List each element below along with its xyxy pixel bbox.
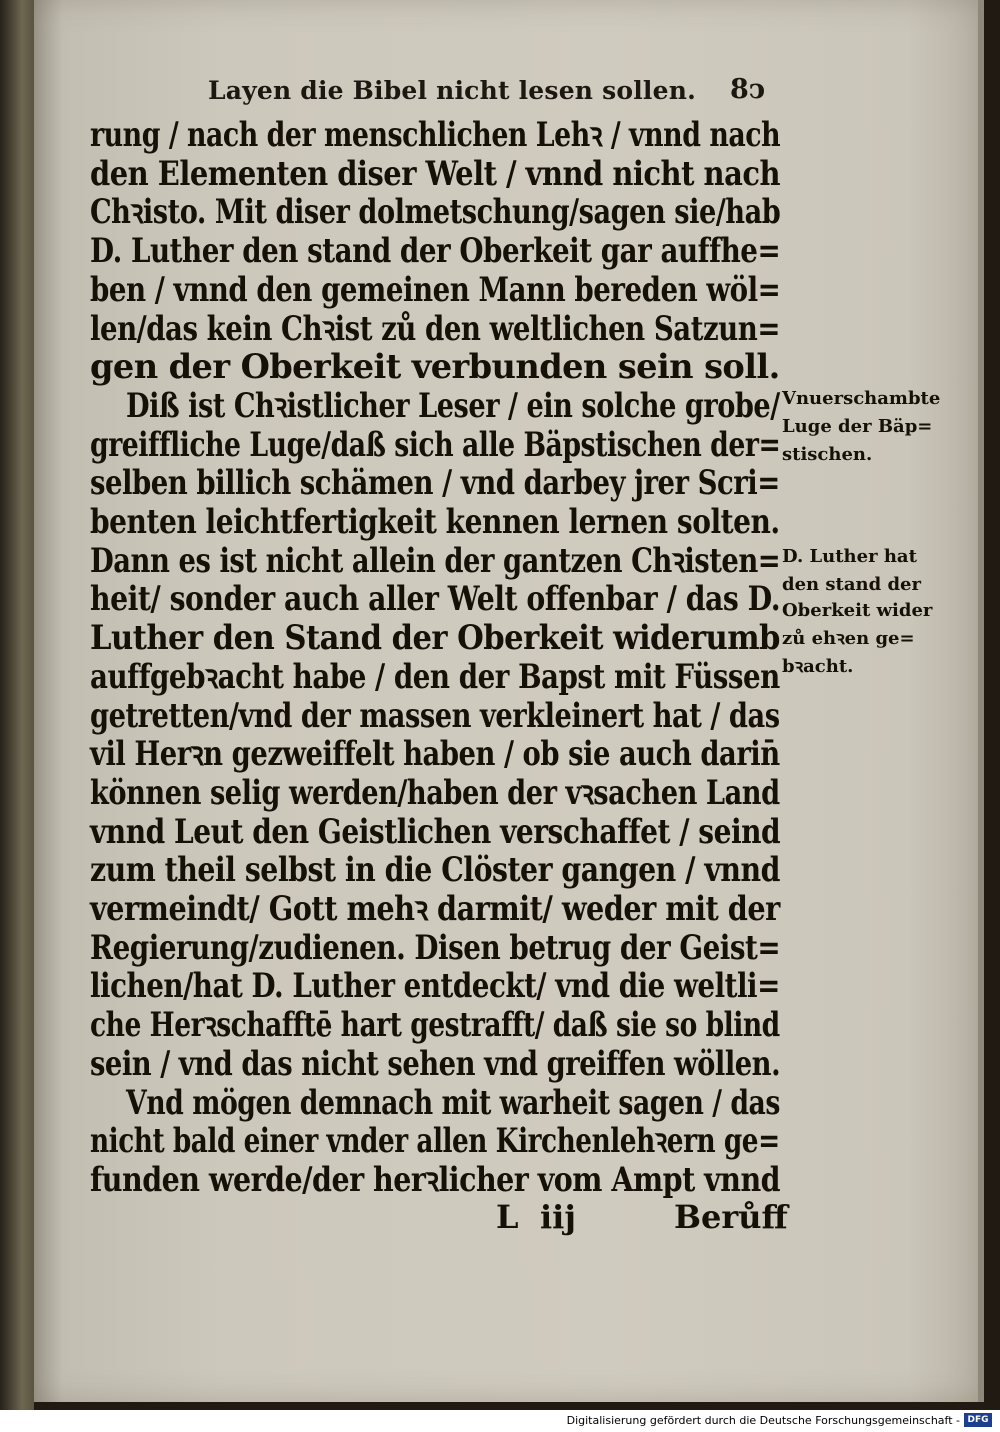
text-line: che Herꝛschafftē hart gestrafft/ daß sie so blind [90,1005,780,1046]
text-line: gen der Oberkeit verbunden sein soll. [90,347,780,388]
text-line: D. Luther den stand der Oberkeit gar auffhe= [90,231,781,272]
footer-bar [0,1410,1000,1432]
book-binding [0,0,34,1410]
marginal-note-1-line: Luge der Bäp= [782,416,933,437]
signature-number: iij [540,1198,576,1236]
text-line: vnnd Leut den Geistlichen verschaffet / seind [90,811,781,852]
dfg-logo: DFG [964,1413,992,1427]
text-line: ben / vnnd den gemeinen Mann bereden wöl= [90,269,781,310]
text-line: können selig werden/haben der vꝛsachen Land [90,772,780,813]
text-line: len/das kein Chꝛist zů den weltlichen Satzun= [90,308,780,349]
text-line: getretten/vnd der massen verkleinert hat / das [90,695,780,736]
text-line: greiffliche Luge/daß sich alle Bäpstischen der= [90,424,781,465]
text-line: selben billich schämen / vnd darbey jrer Scri= [90,463,780,504]
text-line: rung / nach der menschlichen Lehꝛ / vnnd nach [90,115,781,155]
marginal-note-1-line: Vnuerschambte [782,388,941,409]
funding-credit: Digitalisierung gefördert durch die Deutsche Forschungsgemeinschaft - [566,1414,960,1427]
marginal-note-2-line: den stand der [782,574,921,595]
text-line: Chꝛisto. Mit diser dolmetschung/sagen sie/hab [90,192,781,233]
folio-number: 8ↄ [730,74,766,105]
text-line: funden werde/der herꝛlicher vom Ampt vnnd [90,1159,781,1200]
text-line: Luther den Stand der Oberkeit widerumb [90,618,780,659]
text-line: Dann es ist nicht allein der gantzen Chꝛisten= [90,540,781,581]
text-line: vermeindt/ Gott mehꝛ darmit/ weder mit der [90,889,780,929]
text-line: den Elementen diser Welt / vnnd nicht nach [90,153,780,194]
catchword: Berůff [674,1198,788,1236]
text-line: vil Herꝛn gezweiffelt haben / ob sie auch darin̄ [90,734,780,775]
marginal-note-2-line: Oberkeit wider [782,600,933,621]
text-line: Diß ist Chꝛistlicher Leser / ein solche grobe/ [126,385,780,426]
text-line: auffgebꝛacht habe / den der Bapst mit Füssen [90,656,780,697]
signature-mark: L [496,1198,519,1236]
text-line: heit/ sonder auch aller Welt offenbar / das D. [90,579,781,620]
text-line: lichen/hat D. Luther entdeckt/ vnd die weltli= [90,966,780,1007]
text-line: sein / vnd das nicht sehen vnd greiffen wöllen. [90,1043,781,1084]
text-line: benten leichtfertigkeit kennen lernen solten. [90,502,780,542]
marginal-note-2-line: D. Luther hat [782,546,917,567]
text-line: Regierung/zudienen. Disen betrug der Geist= [90,927,781,968]
text-line: zum theil selbst in die Clöster gangen / vnnd [90,850,780,891]
marginal-note-2-line: bꝛacht. [782,656,854,677]
text-line: Vnd mögen demnach mit warheit sagen / das [126,1082,780,1123]
marginal-note-1-line: stischen. [782,444,873,465]
text-line: nicht bald einer vnder allen Kirchenlehꝛern ge= [90,1121,780,1162]
running-head: Layen die Bibel nicht lesen sollen. [208,76,697,105]
marginal-note-2-line: zů ehꝛen ge= [782,628,915,649]
page-edge [978,0,984,1402]
